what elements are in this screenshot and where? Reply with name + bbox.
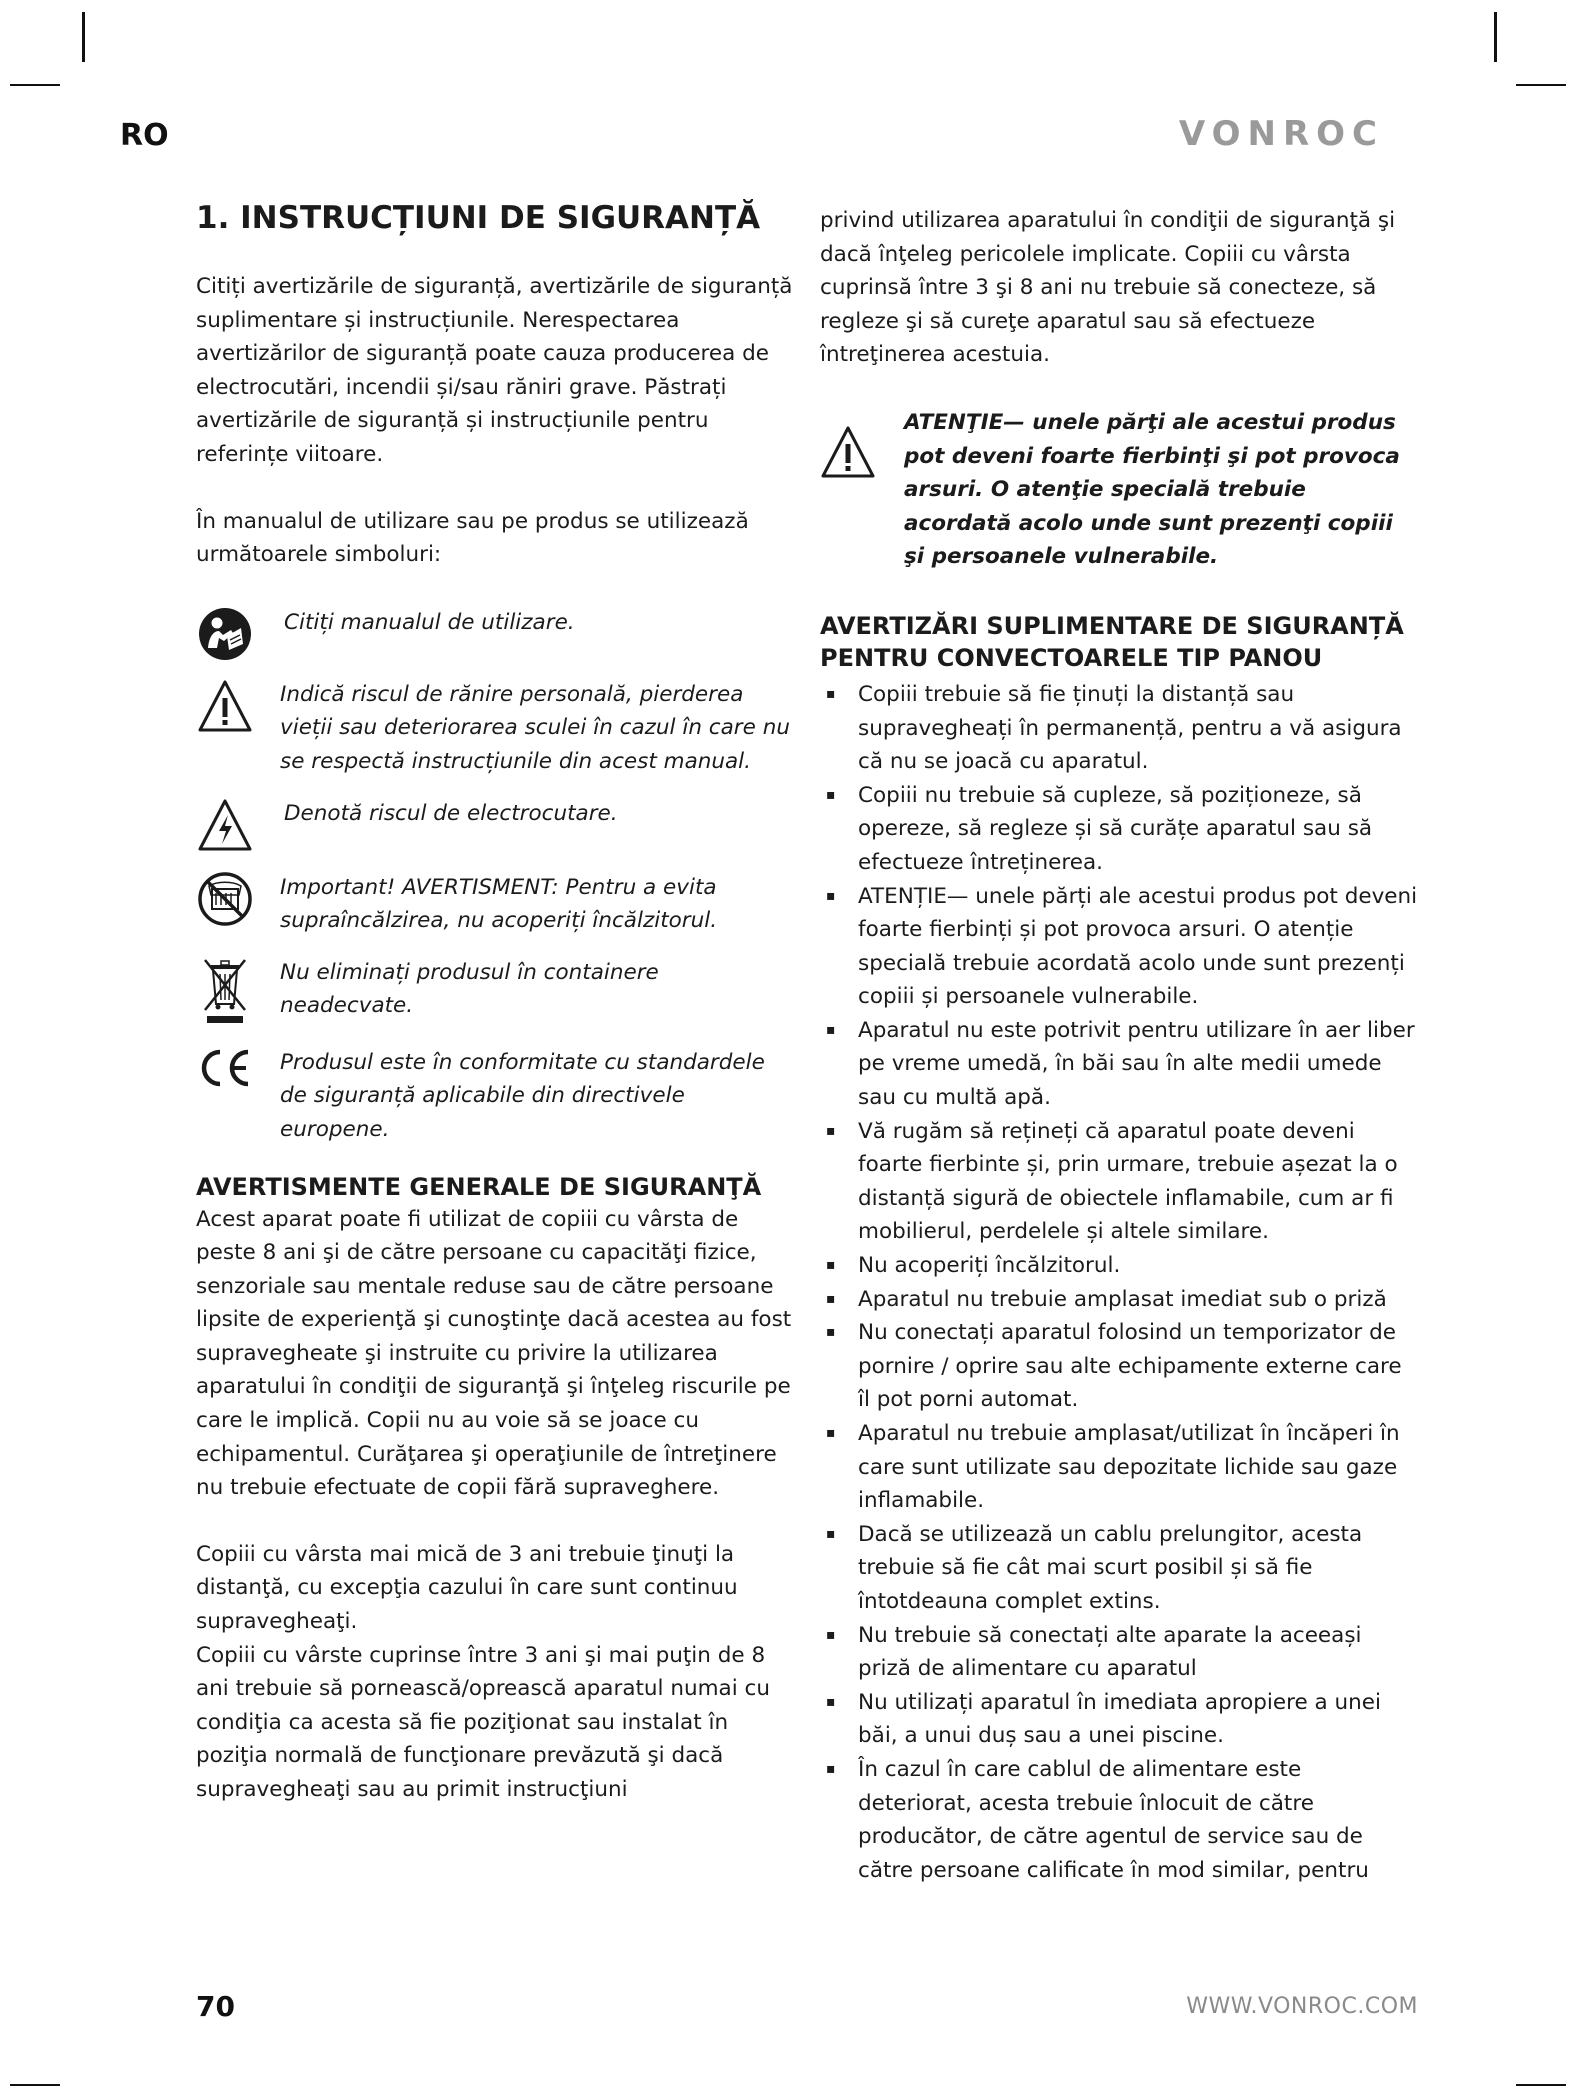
warning-triangle-icon	[820, 424, 876, 480]
general-paragraph: Copiii cu vârsta mai mică de 3 ani trebuie ţinuţi la distanţă, cu excepţia cazului în care sunt continuu supravegheaţi.	[196, 1541, 738, 1635]
crop-mark	[10, 2084, 60, 2086]
right-column	[820, 204, 1420, 1887]
crop-mark	[1494, 12, 1497, 62]
list-item: ▪ Nu trebuie să conectați alte aparate la aceeași priză de alimentare cu aparatul	[820, 1619, 1420, 1686]
symbol-item	[196, 797, 796, 853]
list-item: ▪ Aparatul nu trebuie amplasat imediat sub o priză	[820, 1283, 1420, 1317]
brand-logo: VONROC	[1178, 114, 1384, 154]
symbol-text: Indică riscul de rănire personală, pierderea vieții sau deteriorarea sculei în cazul în care nu se respectă instrucțiunile din acest manual.	[280, 681, 790, 774]
intro-paragraph: Citiți avertizările de siguranță, avertizările de siguranță suplimentare și instrucțiunile. Nerespectarea avertizărilor de siguranță poate cauza producerea de electrocutări, incendii și/sau răniri grave. Păstrați avertizările de siguranță și instrucțiunile pentru referințe viitoare.	[196, 274, 793, 467]
general-warnings-heading: AVERTISMENTE GENERALE DE SIGURANŢĂ	[196, 1172, 762, 1201]
crop-mark	[1516, 84, 1566, 86]
page-number: 70	[196, 1990, 235, 2023]
read-manual-icon	[197, 606, 253, 662]
symbol-text: Citiți manualul de utilizare.	[284, 609, 575, 635]
symbol-text: Produsul este în conformitate cu standardele de siguranță aplicabile din directivele europene.	[280, 1049, 765, 1142]
list-item: ▪ Dacă se utilizează un cablu prelungitor, acesta trebuie să fie cât mai scurt posibil și să fie întotdeauna complet extins.	[820, 1518, 1420, 1619]
symbol-item	[196, 1046, 796, 1147]
list-item: ▪ Vă rugăm să rețineți că aparatul poate deveni foarte fierbinte și, prin urmare, trebuie așezat la o distanță sigură de obiectele inflamabile, cum ar fi mobilierul, perdelele și altele similare.	[820, 1115, 1420, 1249]
crop-mark	[82, 12, 85, 62]
symbols-intro: În manualul de utilizare sau pe produs se utilizează următoarele simboluri:	[196, 508, 749, 568]
symbol-list	[196, 606, 796, 1147]
list-item: ▪ Aparatul nu trebuie amplasat/utilizat în încăperi în care sunt utilizate sau depozitate lichide sau gaze inflamabile.	[820, 1417, 1420, 1518]
additional-warnings-heading: AVERTIZĂRI SUPLIMENTARE DE SIGURANȚĂ PENTRU CONVECTOARELE TIP PANOU	[820, 611, 1404, 672]
warning-triangle-icon	[197, 678, 253, 734]
electric-shock-icon	[197, 797, 253, 853]
general-paragraph: Copiii cu vârste cuprinse între 3 ani şi mai puţin de 8 ani trebuie să pornească/oprească aparatul numai cu condiţia ca acesta să fie poziţionat sau instalat în poziţia normală de funcţionare prevăzută şi dacă supravegheaţi sau au primit instrucţiuni	[196, 1642, 770, 1802]
symbol-text: Important! AVERTISMENT: Pentru a evita supraîncălzirea, nu acoperiți încălzitorul.	[280, 874, 718, 934]
general-paragraph: Acest aparat poate fi utilizat de copiii cu vârsta de peste 8 ani şi de către persoane cu capacităţi fizice, senzoriale sau mentale reduse sau de către persoane lipsite de experienţă şi cunoştinţe dacă acestea au fost supravegheate şi instruite cu privire la utilizarea aparatului în condiţii de siguranţă şi înţeleg riscurile pe care le implică. Copii nu au voie să se joace cu echipamentul. Curăţarea şi operaţiunile de întreţinere nu trebuie efectuate de copii fără supraveghere.	[196, 1206, 792, 1501]
crossed-bin-icon	[197, 956, 253, 1026]
symbol-item	[196, 606, 796, 662]
website-url: WWW.VONROC.COM	[1186, 1994, 1418, 2019]
continuation-paragraph: privind utilizarea aparatului în condiţii de siguranţă şi dacă înţeleg pericolele implicate. Copiii cu vârsta cuprinsă între 3 şi 8 ani nu trebuie să conecteze, să regleze şi să cureţe aparatul sau să efectueze întreţinerea acestuia.	[820, 208, 1396, 368]
warning-bullet-list	[820, 678, 1420, 1887]
language-code: RO	[120, 118, 169, 153]
crop-mark	[10, 84, 60, 86]
do-not-cover-icon	[197, 871, 253, 927]
ce-mark-icon	[196, 1046, 254, 1090]
list-item: ▪ Nu conectați aparatul folosind un temporizator de pornire / oprire sau alte echipamente externe care îl pot porni automat.	[820, 1316, 1420, 1417]
symbol-item	[196, 871, 796, 938]
symbol-item	[196, 678, 796, 779]
attention-box	[820, 406, 1420, 574]
symbol-item	[196, 956, 796, 1026]
list-item: ▪ Aparatul nu este potrivit pentru utilizare în aer liber pe vreme umedă, în băi sau în alte medii umede sau cu multă apă.	[820, 1014, 1420, 1115]
attention-text: ATENŢIE— unele părţi ale acestui produs pot deveni foarte fierbinţi şi pot provoca arsuri. O atenţie specială trebuie acordată acolo unde sunt prezenţi copiii şi persoanele vulnerabile.	[904, 409, 1400, 570]
list-item: ▪ ATENȚIE— unele părți ale acestui produs pot deveni foarte fierbinți și pot provoca arsuri. O atenție specială trebuie acordată acolo unde sunt prezenți copiii și persoanele vulnerabile.	[820, 880, 1420, 1014]
list-item: ▪ Copiii trebuie să fie ținuți la distanță sau supravegheați în permanență, pentru a vă asigura că nu se joacă cu aparatul.	[820, 678, 1420, 779]
crop-mark	[1516, 2084, 1566, 2086]
list-item: ▪ Nu utilizați aparatul în imediata apropiere a unei băi, a unui duș sau a unei piscine.	[820, 1686, 1420, 1753]
left-column	[196, 196, 796, 1807]
list-item: ▪ Nu acoperiți încălzitorul.	[820, 1249, 1420, 1283]
symbol-text: Nu eliminați produsul în containere neadecvate.	[280, 959, 659, 1019]
list-item: ▪ Copiii nu trebuie să cupleze, să poziționeze, să opereze, să regleze și să curățe aparatul sau să efectueze întreținerea.	[820, 779, 1420, 880]
page-title: 1. INSTRUCȚIUNI DE SIGURANȚĂ	[196, 200, 761, 236]
symbol-text: Denotă riscul de electrocutare.	[284, 800, 618, 826]
list-item: ▪ În cazul în care cablul de alimentare este deteriorat, acesta trebuie înlocuit de către producător, de către agentul de service sau de către persoane calificate în mod similar, pentru	[820, 1753, 1420, 1887]
